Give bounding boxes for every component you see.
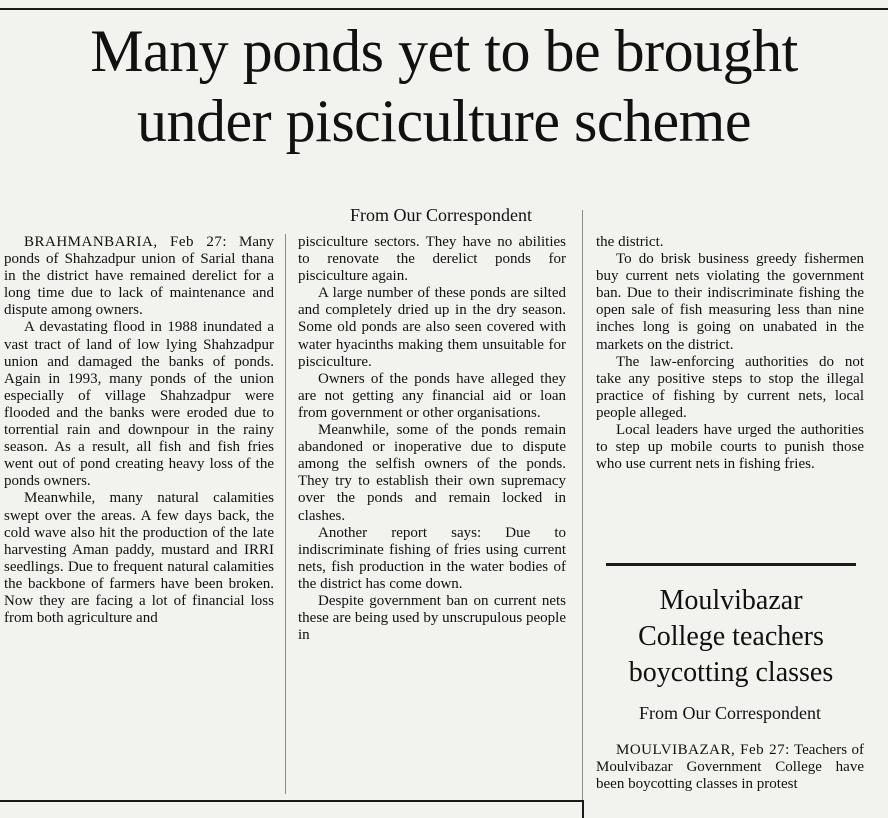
- headline-line-1: Many ponds yet to be brought: [90, 18, 798, 84]
- article-paragraph: [4, 234, 274, 319]
- column-divider: [285, 234, 286, 794]
- article-column-3: [596, 234, 864, 473]
- article-paragraph: A devastating flood in 1988 inundated a vast tract of land of low lying Shahzadpur union and damaged the banks of ponds. Again in 1993, many ponds of the union especially of village Shahzadpur were flooded and the banks were eroded due to torrential rain and downpour in the rainy season. As a result, all fish and fish fries went out of pond creating heavy loss of the ponds owners.: [4, 319, 274, 490]
- dateline: BRAHMANBARIA, Feb 27:: [24, 234, 228, 250]
- article-paragraph: the district.: [596, 234, 664, 250]
- article-column-2: [298, 234, 566, 644]
- article-paragraph: A large number of these ponds are silted and completely dried up in the dry season. Some old ponds are also seen covered with water hyacinths making them unsuitable for pisciculture.: [298, 285, 566, 370]
- dateline: MOULVIBAZAR, Feb 27:: [616, 742, 790, 758]
- column-divider: [582, 210, 583, 800]
- section-rule: [606, 563, 856, 566]
- headline: [0, 16, 888, 156]
- article-paragraph: Meanwhile, some of the ponds remain abandoned or inoperative due to dispute among the selfish owners of the ponds. They try to establish their own supremacy over the ponds and remain locked in clashes.: [298, 422, 566, 524]
- second-headline: [592, 583, 870, 691]
- article-paragraph: Despite government ban on current nets these are being used by unscrupulous people in: [298, 592, 566, 644]
- second-byline: From Our Correspondent: [639, 703, 821, 723]
- article-paragraph: Owners of the ponds have alleged they are not getting any financial aid or loan from government or other organisations.: [298, 370, 566, 421]
- article-paragraph: Local leaders have urged the authorities to step up mobile courts to punish those who use current nets in fishing fries.: [596, 422, 864, 473]
- second-headline-line-2: College teachers: [638, 621, 824, 652]
- article-paragraph: Meanwhile, many natural calamities swept over the areas. A few days back, the cold wave also hit the production of the late harvesting Aman paddy, mustard and IRRI seedlings. Due to frequent natural calamities the backbone of farmers have been broken. Now they are facing a lot of financial loss from both agriculture and: [4, 490, 274, 627]
- article-paragraph: The law-enforcing authorities do not take any positive steps to stop the illegal practice of fishing by current nets, local people alleged.: [596, 353, 864, 421]
- second-headline-line-1: Moulvibazar: [659, 585, 803, 616]
- headline-line-2: under pisciculture scheme: [137, 88, 751, 154]
- bottom-rule: [0, 800, 582, 802]
- paragraph-text: Teachers of Moulvibazar Government College have been boycotting classes in protest: [596, 742, 864, 793]
- byline: From Our Correspondent: [350, 205, 532, 225]
- article-column-1: [4, 234, 274, 627]
- article-paragraph: To do brisk business greedy fishermen buy current nets violating the government ban. Due to their indiscriminate fishing the open sale of fish measuring less than nine inches long is going on unabated in the markets on the district.: [596, 251, 864, 353]
- article-paragraph: [596, 742, 864, 793]
- paragraph-text: Many ponds of Shahzadpur union of Sarial thana in the district have remained derelict for a long time due to lack of maintenance and dispute among owners.: [4, 234, 275, 319]
- second-headline-line-3: boycotting classes: [628, 657, 834, 688]
- article-paragraph: Another report says: Due to indiscriminate fishing of fries using current nets, fish production in the water bodies of the district has come down.: [298, 524, 566, 592]
- second-article-body: [596, 742, 864, 793]
- bottom-rule-corner: [582, 800, 584, 818]
- article-paragraph: pisciculture sectors. They have no abilities to renovate the derelict ponds for pisciculture again.: [298, 234, 566, 285]
- top-rule: [0, 8, 888, 10]
